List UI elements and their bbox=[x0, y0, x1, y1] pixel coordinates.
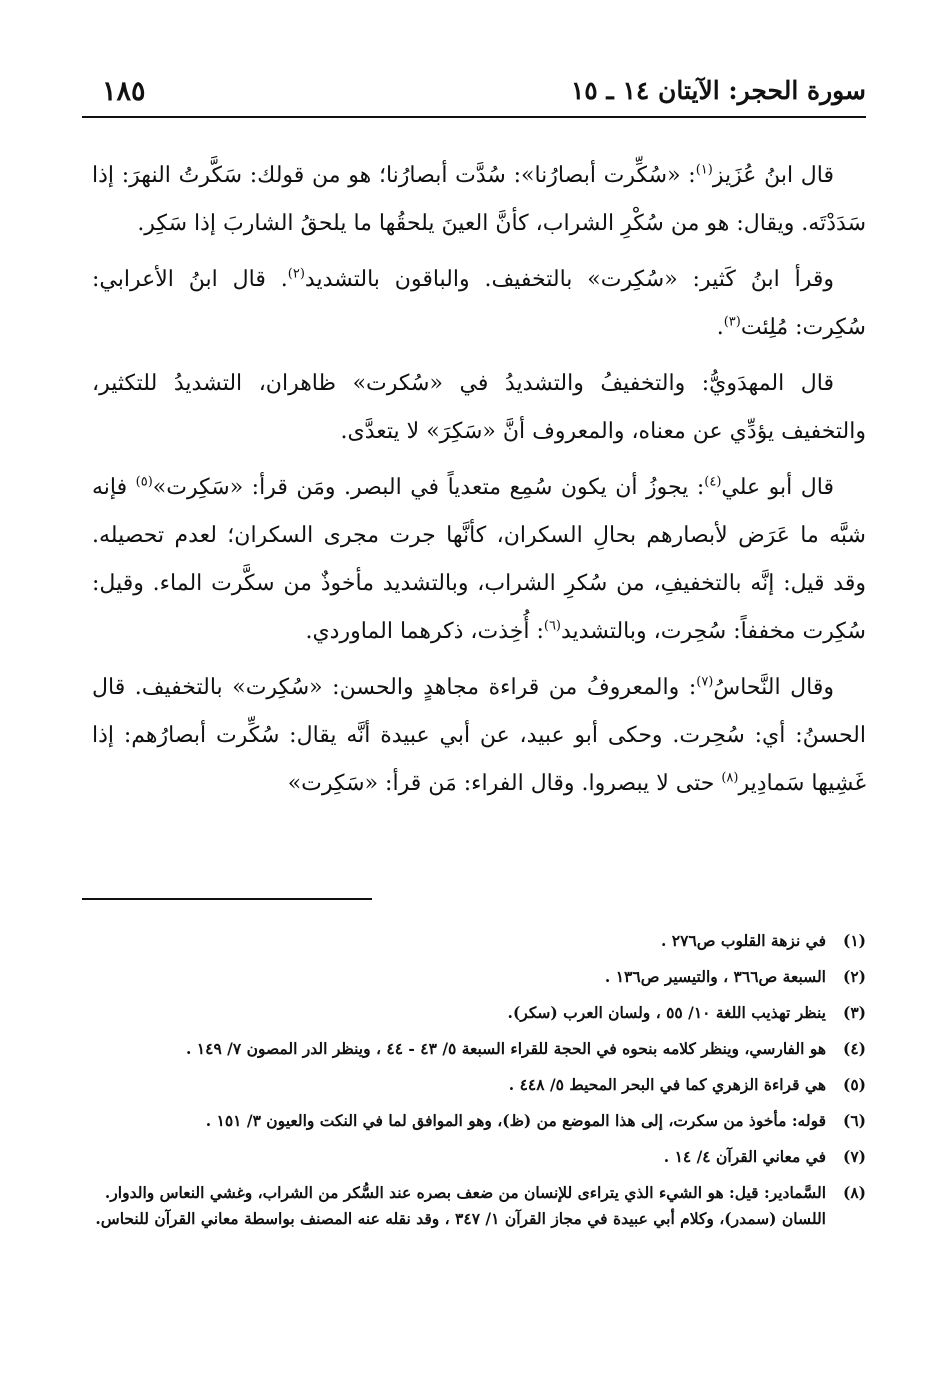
page-header bbox=[82, 70, 866, 118]
footnotes bbox=[92, 928, 866, 1242]
footnote bbox=[92, 1180, 866, 1232]
footnote-text: ينظر تهذيب اللغة ١٠/ ٥٥ ، ولسان العرب (سكر). bbox=[507, 1003, 826, 1022]
footnote bbox=[92, 1072, 866, 1098]
page-number: ١٨٥ bbox=[102, 76, 146, 107]
footnote-marker: (١) bbox=[695, 162, 713, 178]
paragraph bbox=[92, 152, 866, 248]
text-run: قال المهدَويُّ: والتخفيفُ والتشديدُ في «سُكرت» ظاهران، التشديدُ للتكثير، والتخفيف يؤدِّي عن معناه، والمعروف أنَّ «سَكِرَ» لا يتعدَّى. bbox=[92, 371, 866, 444]
text-run: قال ابنُ عُزَيز bbox=[712, 163, 834, 188]
footnote-text: في معاني القرآن ٤/ ١٤ . bbox=[663, 1147, 826, 1166]
footnote-number: (٦) bbox=[842, 1111, 866, 1130]
text-run: . bbox=[716, 315, 724, 340]
text-run: : أُخِذت، ذكرهما الماوردي. bbox=[305, 619, 544, 644]
footnote-text: قوله: مأخوذ من سكرت، إلى هذا الموضع من (ظ)، وهو الموافق لما في النكت والعيون ٣/ ١٥١ . bbox=[205, 1111, 826, 1130]
footnote-marker: (٤) bbox=[704, 474, 722, 490]
footnote-number: (١) bbox=[842, 931, 866, 950]
footnote-marker: (٨) bbox=[721, 770, 739, 786]
text-run: حتى لا يبصروا. وقال الفراء: مَن قرأ: «سَكِرت» bbox=[287, 771, 722, 796]
footnote bbox=[92, 1036, 866, 1062]
footnote-text: السبعة ص٣٦٦ ، والتيسير ص١٣٦ . bbox=[604, 967, 826, 986]
footnote-text: هي قراءة الزهري كما في البحر المحيط ٥/ ٤٤٨ . bbox=[508, 1075, 826, 1094]
footnote-marker: (٢) bbox=[287, 266, 305, 282]
footnote-marker: (٦) bbox=[543, 618, 561, 634]
running-title: سورة الحجر: الآيتان ١٤ ـ ١٥ bbox=[570, 76, 866, 105]
footnote-number: (٤) bbox=[842, 1039, 866, 1058]
footnote-number: (٨) bbox=[842, 1183, 866, 1202]
text-run: وقرأ ابنُ كَثير: «سُكِرت» بالتخفيف. والباقون بالتشديد bbox=[304, 267, 834, 292]
footnote-marker: (٣) bbox=[723, 314, 741, 330]
text-run: . قال ابنُ الأعرابي: سُكِرت: مُلِئت bbox=[92, 267, 866, 340]
footnote-marker: (٧) bbox=[696, 674, 714, 690]
footnote bbox=[92, 964, 866, 990]
footnote-text: السَّمادير: قيل: هو الشيء الذي يتراءى للإنسان من ضعف بصره عند السُّكر من الشراب، وغشي النعاس والدوار. اللسان (سمدر)، وكلام أبي عبيدة في مجاز القرآن ١/ ٣٤٧ ، وقد نقله عنه المصنف بواسطة معاني القرآن للنحاس. bbox=[95, 1183, 826, 1228]
paragraph bbox=[92, 464, 866, 656]
footnote bbox=[92, 1108, 866, 1134]
footnote bbox=[92, 1000, 866, 1026]
footnote bbox=[92, 928, 866, 954]
footnote bbox=[92, 1144, 866, 1170]
text-run: فإنه شبَّه ما عَرَض لأبصارهم بحالِ السكران، كأنَّها جرت مجرى السكران؛ لعدم تحصيله. وقد قيل: إنَّه بالتخفيفِ، من سُكرِ الشراب، وبالتشديد مأخوذٌ من سكَّرت الماء. وقيل: سُكِرت مخففاً: سُحِرت، وبالتشديد bbox=[92, 475, 866, 644]
text-run: : والمعروفُ من قراءة مجاهدٍ والحسن: «سُكِرت» بالتخفيف. قال الحسنُ: أي: سُحِرت. وحكى أبو عبيد، عن أبي عبيدة أنَّه يقال: سُكِّرت أبصارُهم: إذا غَشِيها سَمادِير bbox=[92, 675, 866, 796]
paragraph bbox=[92, 360, 866, 456]
footnote-text: في نزهة القلوب ص٢٧٦ . bbox=[661, 931, 826, 950]
footnote-separator bbox=[82, 898, 372, 900]
text-run: قال أبو علي bbox=[721, 475, 834, 500]
footnote-number: (٣) bbox=[842, 1003, 866, 1022]
main-text bbox=[92, 152, 866, 816]
footnote-number: (٧) bbox=[842, 1147, 866, 1166]
paragraph bbox=[92, 664, 866, 808]
footnote-text: هو الفارسي، وينظر كلامه بنحوه في الحجة للقراء السبعة ٥/ ٤٣ - ٤٤ ، وينظر الدر المصون ٧/ ١٤٩ . bbox=[186, 1039, 826, 1058]
footnote-marker: (٥) bbox=[135, 474, 153, 490]
text-run: وقال النَّحاسُ bbox=[713, 675, 834, 700]
footnote-number: (٢) bbox=[842, 967, 866, 986]
footnote-number: (٥) bbox=[842, 1075, 866, 1094]
paragraph bbox=[92, 256, 866, 352]
text-run: : «سُكِّرت أبصارُنا»: سُدَّت أبصارُنا؛ هو من قولك: سَكَّرتُ النهرَ: إذا سَدَدْتَه. ويقال: هو من سُكْرِ الشراب، كأنَّ العينَ يلحقُها ما يلحقُ الشاربَ إذا سَكِر. bbox=[92, 163, 866, 236]
text-run: : يجوزُ أن يكون سُمِع متعدياً في البصر. ومَن قرأ: «سَكِرت» bbox=[152, 475, 705, 500]
